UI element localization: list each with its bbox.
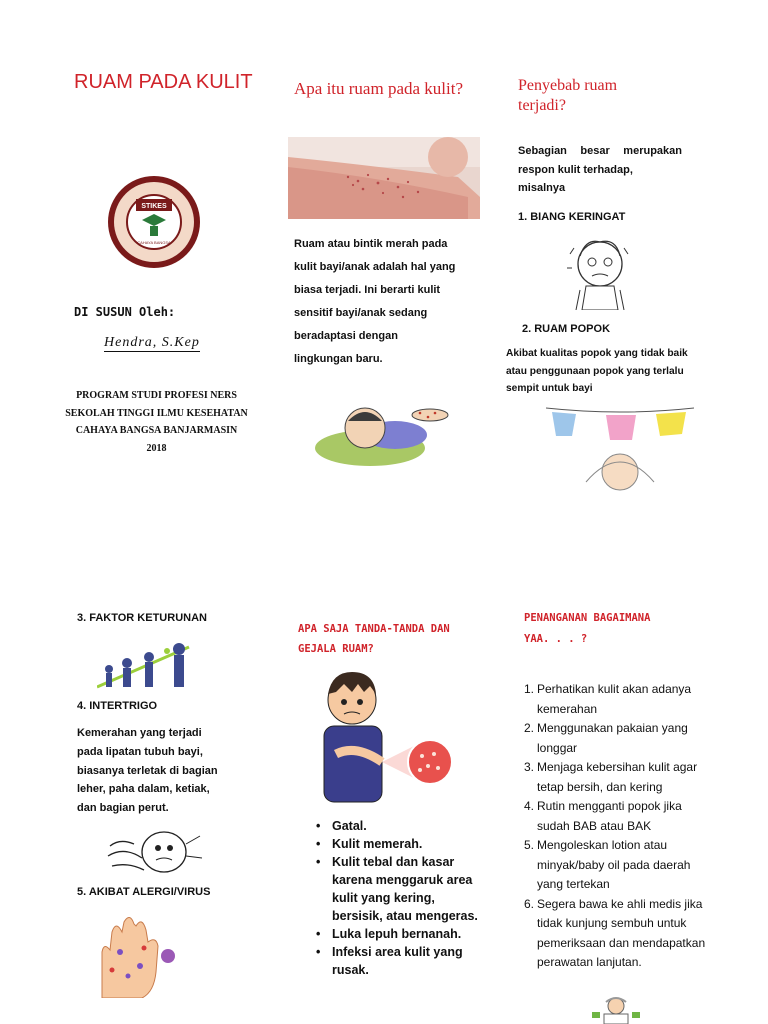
panel3-intro bbox=[518, 142, 682, 198]
panel3-intro-line: respon kulit terhadap, bbox=[518, 163, 633, 176]
item4-desc-line: biasanya terletak di bagian bbox=[77, 764, 218, 777]
diaper-clothesline-illustration bbox=[546, 402, 694, 494]
institution-line: SEKOLAH TINGGI ILMU KESEHATAN bbox=[65, 407, 248, 419]
logo-stikes: STIKES bbox=[141, 203, 167, 210]
treatment-step bbox=[524, 797, 710, 836]
panel6-title bbox=[524, 608, 704, 650]
treatment-steps bbox=[524, 680, 710, 973]
sign-item: • Kulit tebal dan kasar karena menggaruk area kulit yang kering, bersisik, atau mengeras. bbox=[314, 853, 479, 925]
institution-line: PROGRAM STUDI PROFESI NERS bbox=[76, 390, 237, 401]
step-number: 6. bbox=[524, 896, 535, 911]
skin-rash-photo bbox=[288, 137, 480, 219]
step-text: Mengoleskan lotion atau minyak/baby oil pada daerah yang tertekan bbox=[537, 838, 691, 891]
item4-desc-line: leher, paha dalam, ketiak, bbox=[77, 783, 210, 796]
disusun-label: DI SUSUN Oleh: bbox=[74, 305, 176, 319]
panel5-title-line: GEJALA RUAM? bbox=[298, 642, 374, 655]
panel5-title-line: APA SAJA TANDA-TANDA DAN bbox=[298, 623, 450, 635]
step-number: 2. bbox=[524, 721, 535, 735]
item2-desc-line: Akibat kualitas popok yang tidak baik bbox=[506, 348, 688, 359]
step-text: Segera bawa ke ahli medis jika tidak kunjung sembuh untuk pemeriksaan dan mendapatkan perawatan lanjutan. bbox=[537, 896, 706, 969]
panel5-title bbox=[298, 620, 478, 659]
panel2-line: kulit bayi/anak adalah hal yang bbox=[294, 261, 456, 273]
item2-desc-line: atau penggunaan popok yang terlalu bbox=[506, 365, 684, 377]
panel2-title: Apa itu ruam pada kulit? bbox=[294, 79, 464, 98]
panel2-body bbox=[294, 233, 474, 371]
sign-item: • Infeksi area kulit yang rusak. bbox=[314, 943, 479, 979]
panel6-title-line: YAA. . . ? bbox=[524, 633, 588, 645]
institution-year: 2018 bbox=[146, 442, 167, 454]
panel2-line: Ruam atau bintik merah pada bbox=[294, 238, 448, 250]
step-number: 5. bbox=[524, 838, 535, 852]
treatment-step bbox=[524, 680, 710, 719]
item4-desc-line: pada lipatan tubuh bayi, bbox=[77, 745, 203, 758]
step-text: Menjaga kebersihan kulit agar tetap bersih, dan kering bbox=[537, 760, 698, 794]
item1-heading: 1. BIANG KERINGAT bbox=[518, 211, 626, 223]
item4-desc-line: dan bagian perut. bbox=[77, 802, 169, 815]
panel2-line: biasa terjadi. Ini berarti kulit bbox=[294, 284, 441, 296]
scratching-baby-illustration bbox=[104, 826, 204, 882]
treatment-step bbox=[524, 758, 710, 797]
item2-heading: 2. RUAM POPOK bbox=[522, 323, 611, 335]
signs-list bbox=[314, 817, 479, 979]
institution-line: CAHAYA BANGSA BANJARMASIN bbox=[75, 425, 238, 436]
panel6-title-line: PENANGANAN BAGAIMANA bbox=[524, 612, 651, 624]
item2-desc-line: sempit untuk bayi bbox=[506, 383, 593, 394]
author-name: Hendra, S.Kep bbox=[104, 335, 200, 350]
step-number: 4. bbox=[524, 799, 535, 813]
panel2-line: lingkungan baru. bbox=[294, 353, 383, 365]
panel1-title: RUAM PADA KULIT bbox=[74, 71, 253, 93]
step-number: 3. bbox=[524, 760, 535, 774]
college-logo bbox=[106, 174, 202, 270]
allergy-hand-illustration bbox=[82, 912, 182, 998]
sign-item: • Luka lepuh bernanah. bbox=[314, 925, 479, 943]
step-text: Menggunakan pakaian yang longgar bbox=[537, 721, 688, 755]
panel3-intro-line: misalnya bbox=[518, 182, 566, 194]
institution-block bbox=[54, 387, 259, 457]
step-text: Perhatikan kulit akan adanya kemerahan bbox=[537, 682, 692, 716]
treatment-step bbox=[524, 719, 710, 758]
family-heredity-illustration bbox=[97, 637, 197, 691]
panel2-line: beradaptasi dengan bbox=[294, 330, 398, 342]
sign-item: • Kulit memerah. bbox=[314, 835, 479, 853]
treatment-step bbox=[524, 895, 710, 973]
baby-lying-illustration bbox=[310, 393, 460, 475]
sweating-person-illustration bbox=[566, 234, 634, 310]
logo-cahaya: CAHAYA BANGSA bbox=[137, 240, 171, 245]
step-number: 1. bbox=[524, 682, 535, 696]
item2-desc bbox=[506, 345, 706, 398]
sign-item: • Gatal. bbox=[314, 817, 479, 835]
doctor-illustration bbox=[590, 994, 642, 1024]
panel3-intro-line: Sebagian besar merupakan bbox=[518, 145, 682, 157]
step-text: Rutin mengganti popok jika sudah BAB atau BAK bbox=[537, 799, 682, 833]
treatment-step bbox=[524, 836, 710, 895]
panel3-title: Penyebab ruam terjadi? bbox=[518, 77, 618, 114]
item3-heading: 3. FAKTOR KETURUNAN bbox=[77, 612, 207, 624]
item4-desc-line: Kemerahan yang terjadi bbox=[77, 727, 202, 739]
itchy-boy-illustration bbox=[316, 664, 462, 804]
item5-heading: 5. AKIBAT ALERGI/VIRUS bbox=[77, 886, 211, 898]
item4-heading: 4. INTERTRIGO bbox=[77, 700, 158, 712]
item4-desc bbox=[77, 724, 237, 818]
panel2-line: sensitif bayi/anak sedang bbox=[294, 307, 428, 319]
